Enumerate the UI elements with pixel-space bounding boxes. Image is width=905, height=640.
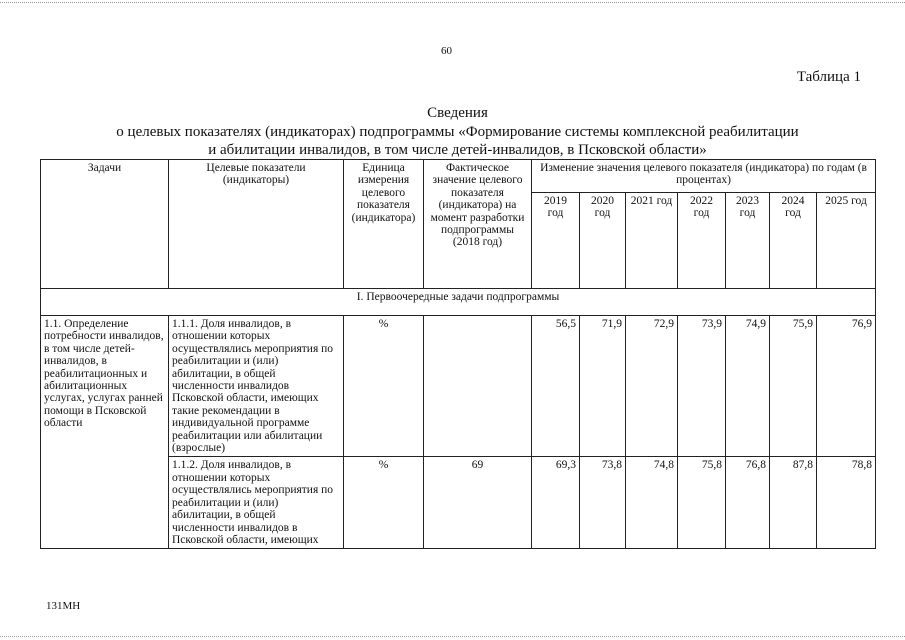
header-year: 2024 год [770, 193, 817, 289]
heading-title: Сведения [427, 105, 488, 121]
year-value-cell: 78,8 [817, 457, 876, 549]
scan-edge-bottom [0, 636, 905, 637]
indicator-cell: 1.1.2. Доля инвалидов, в отношении которых осуществлялись мероприятия по реабилитации и (или) абилитации, в общей численности инвалидов в Псковской области, имеющих [169, 457, 344, 549]
year-value-cell: 75,8 [678, 457, 726, 549]
header-actual: Фактическое значение целевого показателя (индикатора) на момент разработки подпрограммы (2018 год) [424, 160, 532, 289]
header-year: 2021 год [626, 193, 678, 289]
year-value-cell: 72,9 [626, 316, 678, 457]
header-change-by-year: Изменение значения целевого показателя (индикатора) по годам (в процентах) [532, 160, 876, 193]
header-year: 2023 год [726, 193, 770, 289]
unit-cell: % [344, 457, 424, 549]
footer-document-code: 131МН [46, 600, 81, 612]
header-row-1 [41, 160, 876, 193]
actual-value-cell: 69 [424, 457, 532, 549]
year-value-cell: 76,8 [726, 457, 770, 549]
year-value-cell: 76,9 [817, 316, 876, 457]
header-tasks: Задачи [41, 160, 169, 289]
year-value-cell: 73,9 [678, 316, 726, 457]
indicators-table [40, 159, 876, 549]
indicator-cell: 1.1.1. Доля инвалидов, в отношении которых осуществлялись мероприятия по реабилитации и (или) абилитации, в общей численности инвалидов Псковской области, имеющих такие рекомендации в индивидуальной программе реабилитации или абилитации (взрослые) [169, 316, 344, 457]
heading-line-2: о целевых показателях (индикаторах) подпрограммы «Формирование системы комплексной реабилитации [116, 124, 799, 140]
header-year: 2019 год [532, 193, 580, 289]
year-value-cell: 74,9 [726, 316, 770, 457]
section-row [41, 289, 876, 316]
section-title: I. Первоочередные задачи подпрограммы [41, 289, 876, 316]
table-row [41, 316, 876, 457]
year-value-cell: 71,9 [580, 316, 626, 457]
page-number: 60 [441, 45, 452, 57]
header-year: 2020 год [580, 193, 626, 289]
header-year: 2022 год [678, 193, 726, 289]
task-cell: 1.1. Определение потребности инвалидов, в том числе детей-инвалидов, в реабилитационных и абилитационных услугах, услугах ранней помощи в Псковской области [41, 316, 169, 549]
header-unit: Единица измерения целевого показателя (индикатора) [344, 160, 424, 289]
header-year: 2025 год [817, 193, 876, 289]
header-indicators: Целевые показатели (индикаторы) [169, 160, 344, 289]
heading-line-3: и абилитации инвалидов, в том числе детей-инвалидов, в Псковской области» [208, 142, 707, 158]
year-value-cell: 87,8 [770, 457, 817, 549]
year-value-cell: 73,8 [580, 457, 626, 549]
year-value-cell: 74,8 [626, 457, 678, 549]
table-label: Таблица 1 [796, 69, 861, 85]
year-value-cell: 69,3 [532, 457, 580, 549]
unit-cell: % [344, 316, 424, 457]
year-value-cell: 56,5 [532, 316, 580, 457]
year-value-cell: 75,9 [770, 316, 817, 457]
scan-edge-top [0, 2, 905, 3]
actual-value-cell [424, 316, 532, 457]
